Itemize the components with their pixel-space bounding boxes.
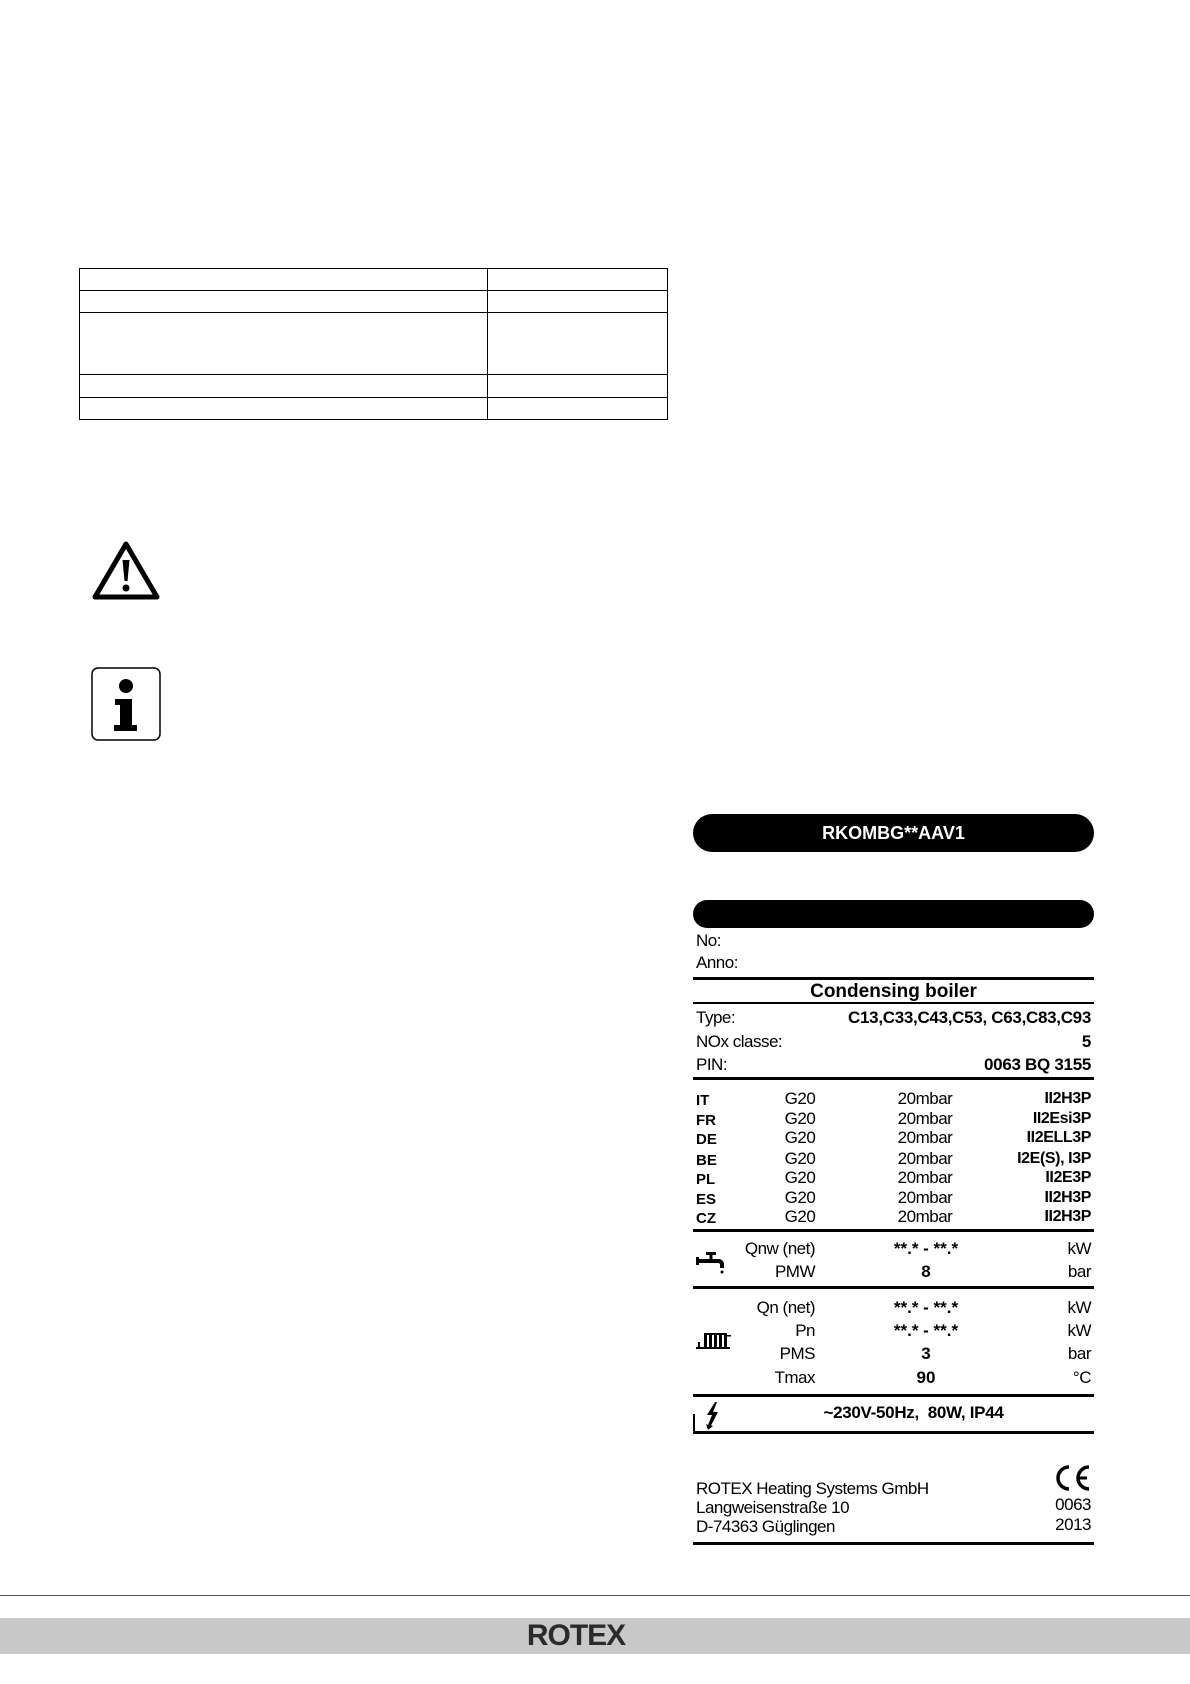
param-label: Tmax xyxy=(774,1368,815,1387)
gas-pressure: 20mbar xyxy=(897,1089,953,1108)
divider xyxy=(693,1542,1094,1545)
table-cell xyxy=(488,398,668,420)
param-unit: bar xyxy=(1067,1344,1091,1363)
gas-type: G20 xyxy=(784,1109,816,1128)
param-value: **.* - **.* xyxy=(893,1298,959,1317)
gas-category-row xyxy=(693,1128,1094,1148)
table-row xyxy=(80,269,668,291)
gas-category-row xyxy=(693,1089,1094,1109)
country-code: BE xyxy=(696,1152,717,1169)
footer-divider xyxy=(0,1595,1190,1596)
ce-mark xyxy=(1051,1464,1091,1492)
gas-category-row xyxy=(693,1149,1094,1169)
divider xyxy=(693,1077,1094,1080)
gas-type: G20 xyxy=(784,1207,816,1226)
param-unit: kW xyxy=(1067,1239,1091,1258)
year-label: Anno: xyxy=(696,953,738,972)
serial-number-label: No: xyxy=(696,931,721,950)
param-value: **.* - **.* xyxy=(893,1321,959,1340)
spec-row-type xyxy=(693,1008,1094,1028)
notified-body-number: 0063 xyxy=(1055,1495,1091,1514)
spec-label: PIN: xyxy=(696,1055,728,1074)
country-code: ES xyxy=(696,1191,717,1208)
country-code: DE xyxy=(696,1131,717,1148)
spec-value: 0063 BQ 3155 xyxy=(984,1055,1091,1074)
spec-row-nox xyxy=(693,1032,1094,1052)
divider xyxy=(693,977,1094,980)
country-code: CZ xyxy=(696,1210,716,1227)
spec-row-pin xyxy=(693,1055,1094,1075)
manufacturer-street: Langweisenstraße 10 xyxy=(696,1498,850,1517)
gas-category-row xyxy=(693,1207,1094,1227)
gas-pressure: 20mbar xyxy=(897,1149,953,1168)
model-number: RKOMBG**AAV1 xyxy=(822,823,965,843)
gas-pressure: 20mbar xyxy=(897,1109,953,1128)
table-row xyxy=(80,313,668,375)
gas-pressure: 20mbar xyxy=(897,1188,953,1207)
lightning-icon xyxy=(704,1402,720,1430)
divider xyxy=(693,1431,1094,1434)
country-code: PL xyxy=(696,1171,716,1188)
gas-pressure: 20mbar xyxy=(897,1168,953,1187)
country-code: IT xyxy=(696,1092,710,1109)
appliance-category: II2Esi3P xyxy=(1032,1110,1091,1127)
gas-type: G20 xyxy=(784,1188,816,1207)
gas-pressure: 20mbar xyxy=(897,1128,953,1147)
appliance-category: II2ELL3P xyxy=(1026,1129,1091,1146)
appliance-category: I2E(S), I3P xyxy=(1017,1150,1091,1167)
appliance-category: II2E3P xyxy=(1045,1169,1091,1186)
electrical-rating: ~230V-50Hz, 80W, IP44 xyxy=(823,1403,1004,1422)
heating-row xyxy=(693,1368,1094,1388)
model-bar xyxy=(693,814,1094,852)
dhw-row xyxy=(693,1262,1094,1282)
gas-type: G20 xyxy=(784,1168,816,1187)
table-cell xyxy=(80,313,488,375)
appliance-category: II2H3P xyxy=(1044,1189,1091,1206)
param-label: PMS xyxy=(779,1344,815,1363)
rotex-logo: ROTEX xyxy=(526,1619,626,1652)
country-code: FR xyxy=(696,1112,716,1129)
edge-tick xyxy=(693,1414,695,1431)
gas-type: G20 xyxy=(784,1149,816,1168)
table-cell xyxy=(80,269,488,291)
warning-triangle-icon xyxy=(91,539,161,601)
heating-row xyxy=(693,1344,1094,1364)
gas-category-row xyxy=(693,1188,1094,1208)
gas-pressure: 20mbar xyxy=(897,1207,953,1226)
table-cell xyxy=(488,291,668,313)
gas-type: G20 xyxy=(784,1128,816,1147)
table-cell xyxy=(488,269,668,291)
manufacturer-city: D-74363 Güglingen xyxy=(696,1517,835,1536)
table-cell xyxy=(488,313,668,375)
gas-category-row xyxy=(693,1168,1094,1188)
rating-plate xyxy=(693,814,1094,1546)
param-label: PMW xyxy=(774,1262,815,1281)
appliance-category: II2H3P xyxy=(1044,1208,1091,1225)
blank-table xyxy=(79,268,668,420)
heating-row xyxy=(693,1298,1094,1318)
gas-type: G20 xyxy=(784,1089,816,1108)
table-cell xyxy=(488,375,668,398)
certification-year: 2013 xyxy=(1055,1515,1091,1534)
info-icon xyxy=(91,667,161,741)
param-label: Pn xyxy=(795,1321,815,1340)
table-row xyxy=(80,375,668,398)
spec-value: C13,C33,C43,C53, C63,C83,C93 xyxy=(848,1008,1091,1027)
manufacturer-name: ROTEX Heating Systems GmbH xyxy=(696,1479,929,1498)
appliance-category: II2H3P xyxy=(1044,1090,1091,1107)
param-unit: °C xyxy=(1072,1368,1091,1387)
product-title: Condensing boiler xyxy=(810,981,977,1002)
serial-header-bar xyxy=(693,900,1094,928)
param-unit: kW xyxy=(1067,1321,1091,1340)
table-row xyxy=(80,291,668,313)
divider xyxy=(693,1394,1094,1397)
param-value: 3 xyxy=(921,1344,931,1363)
divider xyxy=(693,1002,1094,1004)
divider xyxy=(693,1229,1094,1232)
heating-row xyxy=(693,1321,1094,1341)
spec-label: Type: xyxy=(696,1008,736,1027)
param-unit: kW xyxy=(1067,1298,1091,1317)
param-unit: bar xyxy=(1067,1262,1091,1281)
param-value: 90 xyxy=(916,1368,936,1387)
param-label: Qnw (net) xyxy=(744,1239,815,1258)
table-row xyxy=(80,398,668,420)
param-value: **.* - **.* xyxy=(893,1239,959,1258)
divider xyxy=(693,1286,1094,1289)
param-label: Qn (net) xyxy=(756,1298,815,1317)
param-value: 8 xyxy=(921,1262,931,1281)
table-cell xyxy=(80,375,488,398)
table-cell xyxy=(80,398,488,420)
spec-label: NOx classe: xyxy=(696,1032,783,1051)
dhw-row xyxy=(693,1239,1094,1259)
gas-category-row xyxy=(693,1109,1094,1129)
spec-value: 5 xyxy=(1081,1032,1091,1051)
table-cell xyxy=(80,291,488,313)
